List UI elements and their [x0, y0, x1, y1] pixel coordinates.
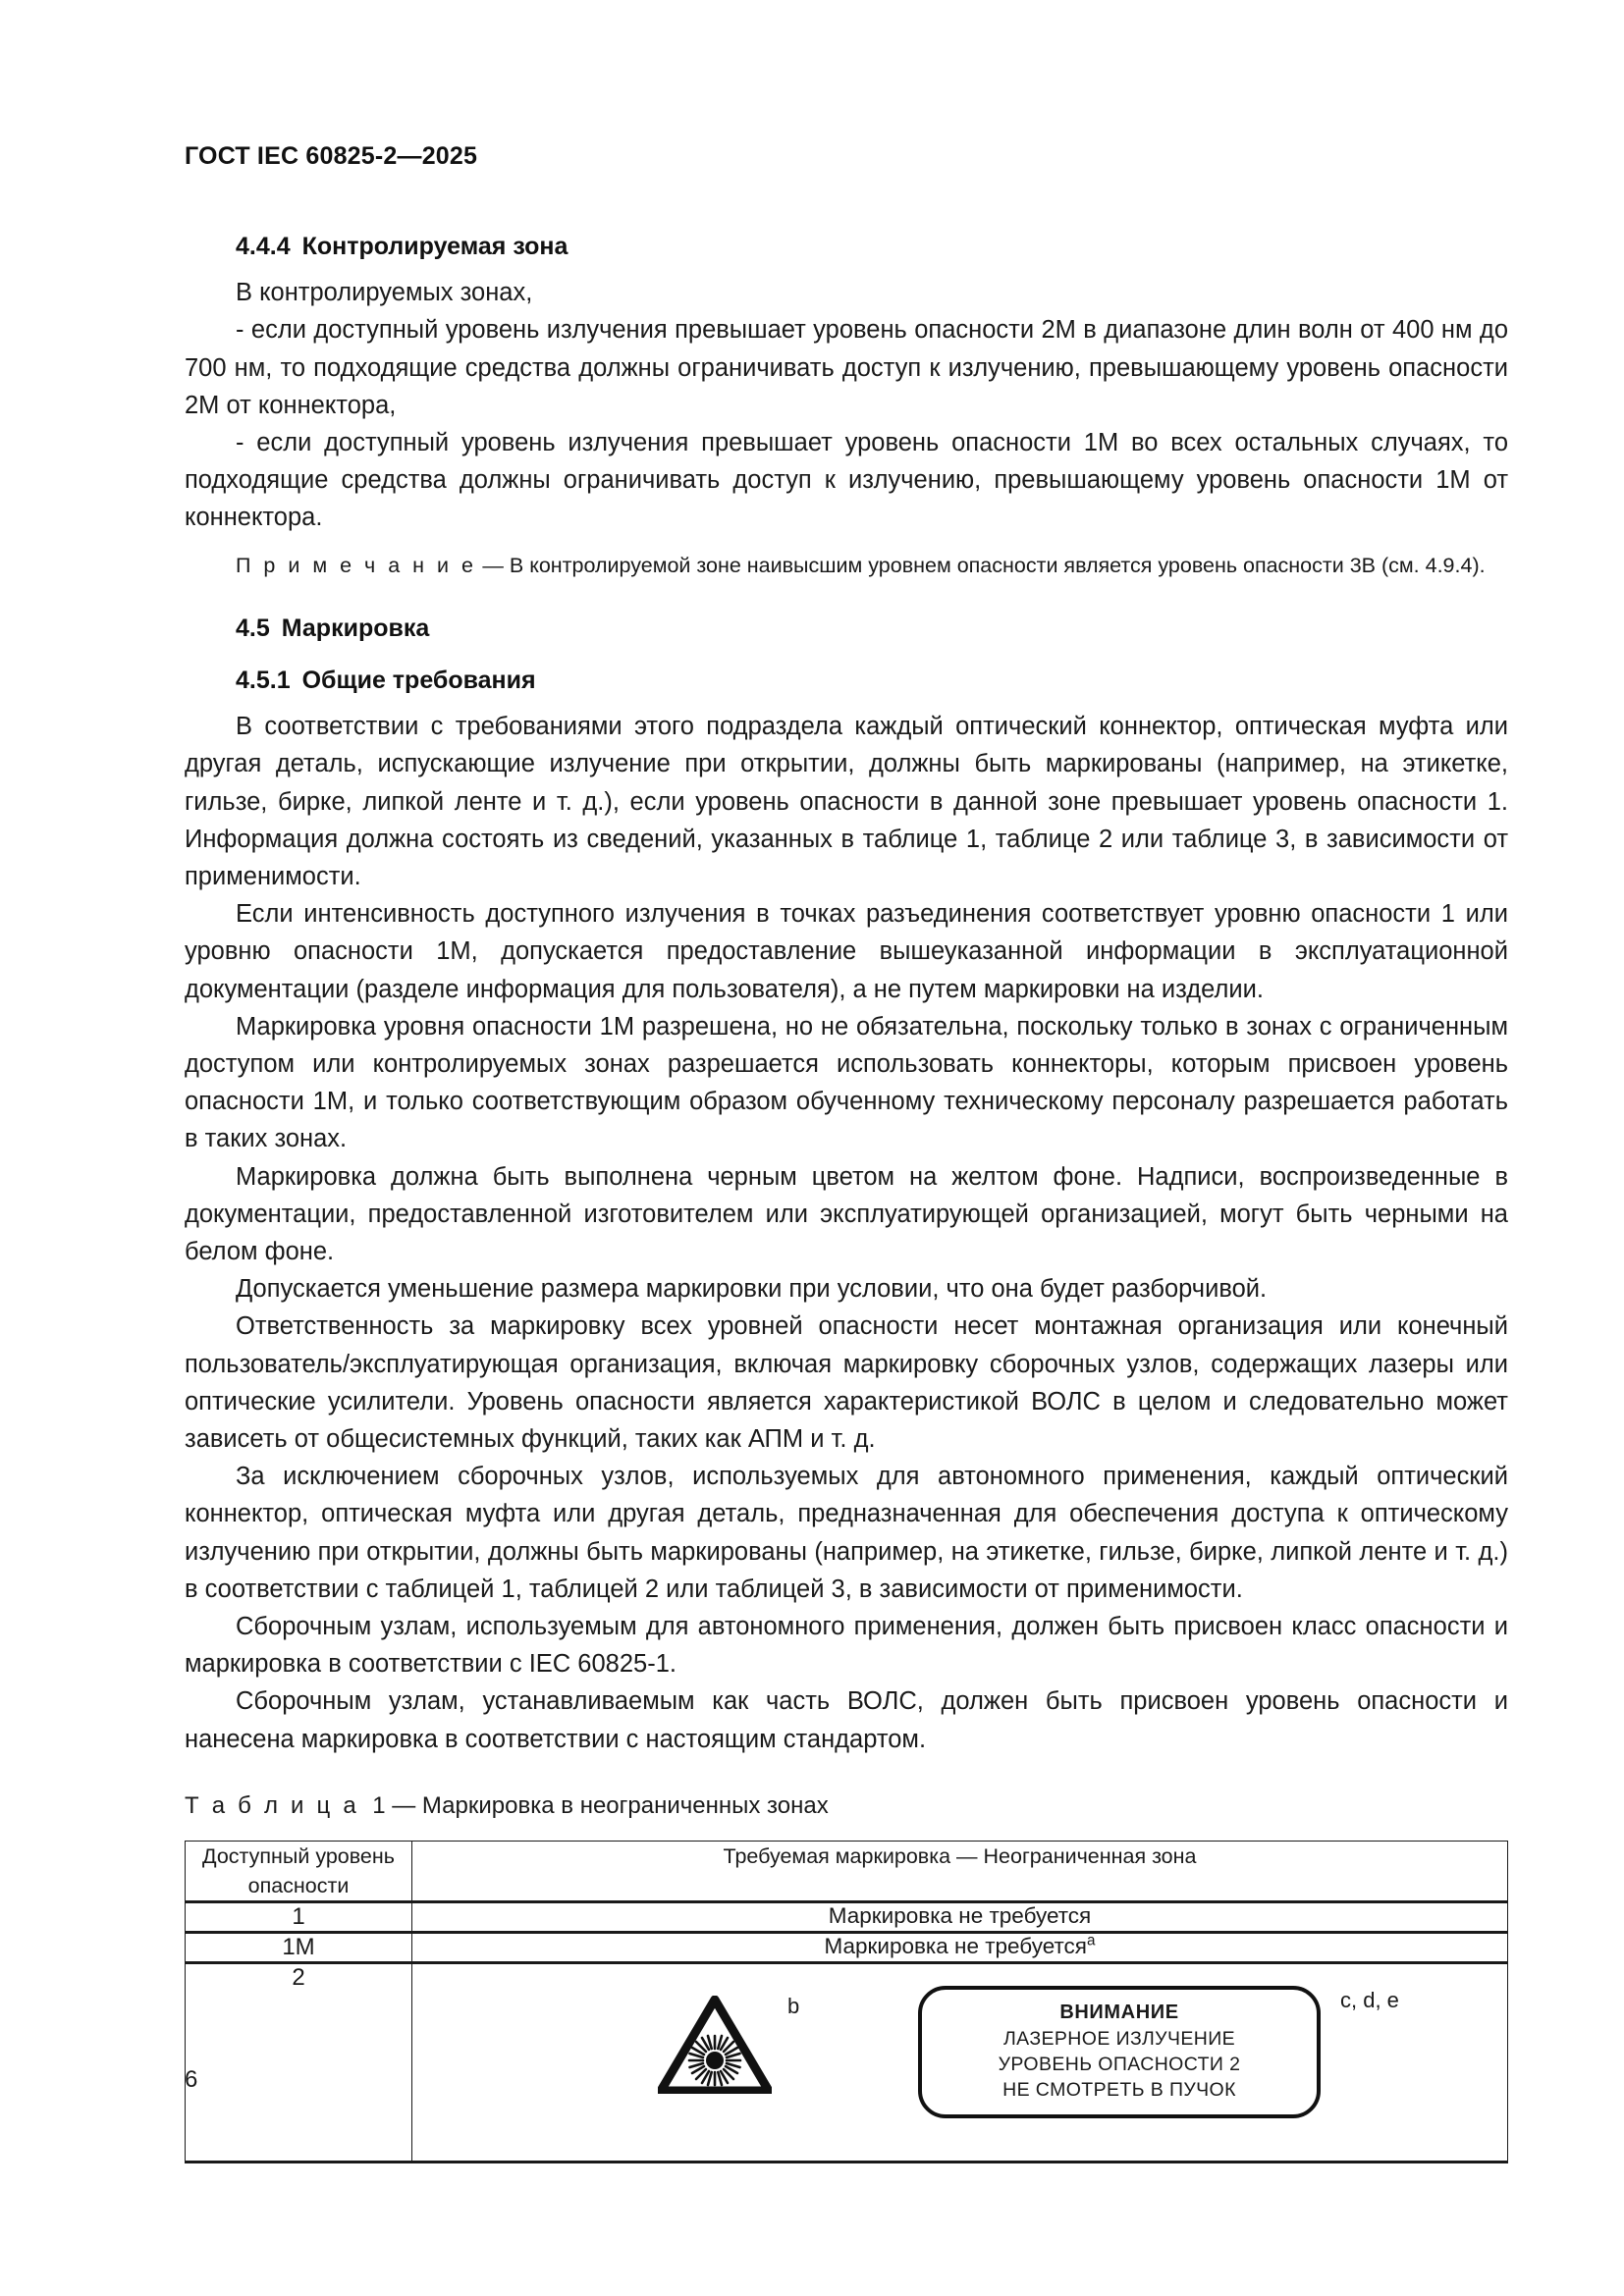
- para-4-5-1-3: Маркировка уровня опасности 1М разрешена, но не обязательна, поскольку только в зонах с ограниченным доступом или контролируемых зонах разрешается использовать коннекторы, которым присвоен уровень опасности 1М, и только соответствующим образом обученному техническому персоналу разрешается работать в таких зонах.: [185, 1012, 1508, 1153]
- para-4-5-1-2: Если интенсивность доступного излучения в точках разъединения соответствует уровню опасности 1 или уровню опасности 1М, допускается предоставление вышеуказанной информации в эксплуатационной документации (разделе информация для пользователя), а не путем маркировки на изделии.: [185, 900, 1508, 1003]
- heading-4-4-4-number: 4.4.4: [236, 233, 291, 260]
- table-cell-marking: [412, 1932, 1508, 1962]
- table-header-col-1: Доступный уровень опасности: [186, 1841, 412, 1901]
- table-row: [186, 1962, 1508, 2162]
- para-4-4-4-bullet-2: - если доступный уровень излучения превышает уровень опасности 1М во всех остальных случаях, то подходящие средства должны ограничивать доступ к излучению, превышающему уровень опасности 1М от коннектора.: [185, 429, 1508, 532]
- page-number: 6: [185, 2066, 198, 2093]
- hazard-marking-group: [412, 1964, 1507, 2161]
- table-row: [186, 1932, 1508, 1962]
- footnote-markers-cde: c, d, e: [1340, 1987, 1399, 2012]
- warning-label-line-1: ЛАЗЕРНОЕ ИЗЛУЧЕНИЕ: [1002, 2027, 1236, 2050]
- para-4-4-4-bullet-1: - если доступный уровень излучения превышает уровень опасности 2М в диапазоне длин волн от 400 нм до 700 нм, то подходящие средства должны ограничивать доступ к излучению, превышающему уровень опасности 2М от коннектора,: [185, 316, 1508, 419]
- table-1-caption: [185, 1789, 1508, 1823]
- heading-4-5-title: Маркировка: [281, 614, 430, 642]
- table-caption-number: 1: [372, 1791, 386, 1819]
- heading-4-5-1-title: Общие требования: [301, 666, 536, 694]
- table-cell-marking-graphic: [412, 1962, 1508, 2162]
- heading-4-4-4: [185, 232, 1508, 262]
- laser-warning-label: [918, 1986, 1321, 2118]
- note-label: П р и м е ч а н и е: [236, 553, 477, 577]
- warning-label-line-3: НЕ СМОТРЕТЬ В ПУЧОК: [1002, 2078, 1236, 2101]
- table-caption-label: Т а б л и ц а: [185, 1791, 359, 1819]
- heading-4-4-4-title: Контролируемая зона: [301, 233, 568, 260]
- table-caption-text: — Маркировка в неограниченных зонах: [392, 1791, 829, 1819]
- para-4-5-1-8: Сборочным узлам, используемым для автономного применения, должен быть присвоен класс опасности и маркировка в соответствии с IEC 60825-1.: [185, 1613, 1508, 1679]
- para-4-5-1-9: Сборочным узлам, устанавливаемым как часть ВОЛС, должен быть присвоен уровень опасности и нанесена маркировка в соответствии с настоящим стандартом.: [185, 1687, 1508, 1753]
- running-head: ГОСТ IEC 60825-2—2025: [185, 142, 478, 170]
- table-cell-marking: Маркировка не требуется: [412, 1901, 1508, 1932]
- table-cell-level: 1: [186, 1901, 412, 1932]
- para-4-5-1-6: Ответственность за маркировку всех уровней опасности несет монтажная организация или конечный пользователь/эксплуатирующая организация, включая маркировку сборочных узлов, содержащих лазеры или оптические усилители. Уровень опасности является характеристикой ВОЛС в целом и следовательно может зависеть от общесистемных функций, таких как АПМ и т. д.: [185, 1312, 1508, 1454]
- table-cell-marking-text: Маркировка не требуется: [824, 1933, 1087, 1958]
- heading-4-5-1-number: 4.5.1: [236, 666, 291, 694]
- para-4-5-1-7: За исключением сборочных узлов, используемых для автономного применения, каждый оптический коннектор, оптическая муфта или другая деталь, предназначенная для обеспечения доступа к оптическому излучению при открытии, должны быть маркированы (например, на этикетке, гильзе, бирке, липкой ленте и т. д.) в соответствии с таблицей 1, таблицей 2 или таблицей 3, в зависимости от применимости.: [185, 1463, 1508, 1603]
- footnote-marker-a: a: [1086, 1932, 1096, 1949]
- page-content: [185, 232, 1508, 2163]
- table-cell-level: 1М: [186, 1932, 412, 1962]
- para-4-4-4-intro: В контролируемых зонах,: [236, 279, 533, 307]
- para-4-5-1-1: В соответствии с требованиями этого подраздела каждый оптический коннектор, оптическая муфта или другая деталь, испускающие излучение при открытии, должны быть маркированы (например, на этикетке, гильзе, бирке, липкой ленте и т. д.), если уровень опасности в данной зоне превышает уровень опасности 1. Информация должна состоять из сведений, указанных в таблице 1, таблице 2 или таблице 3, в зависимости от применимости.: [185, 713, 1508, 890]
- note-body: — В контролируемой зоне наивысшим уровнем опасности является уровень опасности 3В (см. 4.9.4).: [482, 553, 1486, 577]
- para-4-5-1-5: Допускается уменьшение размера маркировки при условии, что она будет разборчивой.: [236, 1275, 1268, 1304]
- heading-4-5-number: 4.5: [236, 614, 270, 642]
- note-4-4-4: [185, 549, 1508, 582]
- table-cell-level: 2: [186, 1962, 412, 2162]
- table-row: [186, 1901, 1508, 1932]
- table-1: [185, 1841, 1508, 2163]
- table-header-col-2: Требуемая маркировка — Неограниченная зона: [412, 1841, 1508, 1901]
- laser-hazard-triangle-icon: [658, 1996, 772, 2094]
- heading-4-5-1: [185, 666, 1508, 696]
- warning-label-line-2: УРОВЕНЬ ОПАСНОСТИ 2: [998, 2053, 1241, 2075]
- table-header-row: [186, 1841, 1508, 1901]
- heading-4-5: [185, 614, 1508, 644]
- footnote-marker-b: b: [787, 1993, 800, 2018]
- para-4-5-1-4: Маркировка должна быть выполнена черным цветом на желтом фоне. Надписи, воспроизведенные в документации, предоставленной изготовителем или эксплуатирующей организацией, могут быть черными на белом фоне.: [185, 1162, 1508, 1266]
- warning-label-title: ВНИМАНИЕ: [1059, 2001, 1179, 2023]
